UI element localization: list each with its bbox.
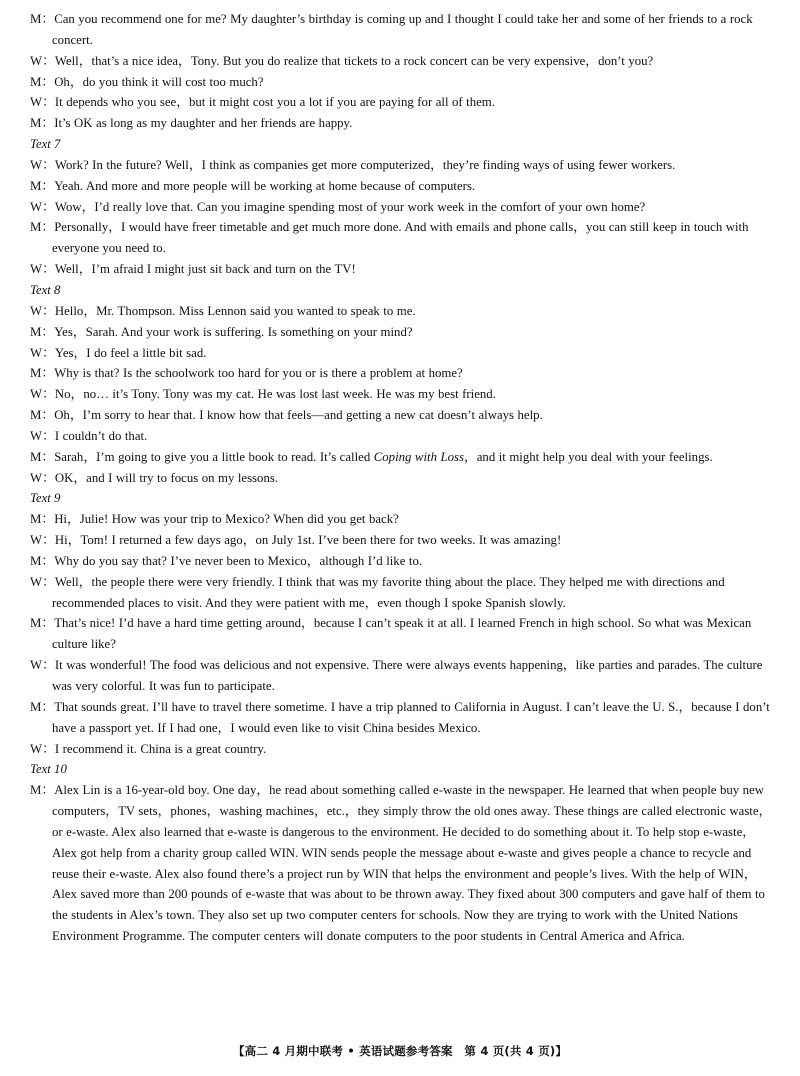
dialog-text: It depends who you see，but it might cost you a lot if you are paying for all of them. xyxy=(54,95,495,110)
dialog-line xyxy=(30,613,776,655)
transcript-content xyxy=(30,9,776,947)
dialog-line xyxy=(30,9,776,51)
dialog-line xyxy=(30,572,776,614)
dialog-text: Well，I’m afraid I might just sit back and turn on the TV! xyxy=(54,262,356,277)
dialog-text: Why do you say that? I’ve never been to Mexico，although I’d like to. xyxy=(54,553,423,568)
section-heading: Text 7 xyxy=(30,137,61,152)
speaker-label: W： xyxy=(30,53,55,68)
dialog-text: No，no… it’s Tony. Tony was my cat. He was lost last week. He was my best friend. xyxy=(54,387,496,402)
dialog-line xyxy=(30,655,776,697)
book-title: Coping with Loss xyxy=(373,449,464,464)
page-footer: 【高二 4 月期中联考 • 英语试题参考答案 第 4 页(共 4 页)】 xyxy=(232,1044,568,1058)
speaker-label: W： xyxy=(30,345,55,360)
dialog-line xyxy=(30,384,776,405)
dialog-line xyxy=(30,92,776,113)
dialog-text: Yeah. And more and more people will be working at home because of computers. xyxy=(54,178,476,193)
dialog-text: Yes，Sarah. And your work is suffering. Is something on your mind? xyxy=(54,324,413,339)
dialog-line xyxy=(30,72,776,93)
dialog-line xyxy=(30,51,776,72)
speaker-label: W： xyxy=(30,574,55,589)
dialog-line xyxy=(30,343,776,364)
dialog-text: Personally，I would have freer timetable and get much more done. And with emails and phone calls，you can still keep in touch with everyone you need to. xyxy=(52,220,749,256)
dialog-text: Oh，do you think it will cost too much? xyxy=(54,74,264,89)
dialog-line xyxy=(30,113,776,134)
speaker-label: M： xyxy=(30,366,55,381)
speaker-label: M： xyxy=(30,116,55,131)
dialog-text: That’s nice! I’d have a hard time getting around，because I can’t speak it at all. I learned French in high school. So what was Mexican culture like? xyxy=(52,616,752,652)
dialog-text: Alex Lin is a 16-year-old boy. One day，he read about something called e-waste in the newspaper. He learned that when people buy new computers，TV sets，phones，washing machines，etc.，they simply throw the old ones away. These things are called electronic waste，or e-waste. Alex also learned that e-waste is dangerous to the environment. He decided to do something about it. To help stop e-waste，Alex got help from a charity group called WIN. WIN sends people the message about e-waste and gives people a chance to recycle and reuse their e-waste. Alex also found there’s a project run by WIN that helps the environment and people’s lives. With the help of WIN，Alex saved more than 200 pounds of e-waste that was about to be thrown away. They fixed about 300 computers and gave half of them to the students in Alex’s town. They also set up two computer centers for schools. Now they are trying to work with the United Nations Environment Programme. The computer centers will donate computers to the poor students in Central America and Africa. xyxy=(52,783,772,944)
dialog-line xyxy=(30,509,776,530)
dialog-text: Well，the people there were very friendly. I think that was my favorite thing about the place. They helped me with directions and recommended places to visit. And they were patient with me，even though I spoke Spanish slowly. xyxy=(52,574,725,610)
speaker-label: W： xyxy=(30,303,55,318)
dialog-line xyxy=(30,259,776,280)
speaker-label: M： xyxy=(30,699,55,714)
speaker-label: W： xyxy=(30,199,55,214)
speaker-label: W： xyxy=(30,741,55,756)
dialog-line xyxy=(30,197,776,218)
dialog-text: OK，and I will try to focus on my lessons. xyxy=(54,470,279,485)
speaker-label: M： xyxy=(30,408,55,423)
dialog-text: Can you recommend one for me? My daughter’s birthday is coming up and I thought I could take her and some of her friends to a rock concert. xyxy=(52,12,753,47)
dialog-line xyxy=(30,363,776,384)
dialog-text: That sounds great. I’ll have to travel there sometime. I have a trip planned to California in August. I can’t leave the U. S.，because I don’t have a passport yet. If I had one，I would even like to visit China besides Mexico. xyxy=(52,699,770,735)
speaker-label: M： xyxy=(30,449,55,464)
dialog-text: Why is that? Is the schoolwork too hard for you or is there a problem at home? xyxy=(54,366,463,381)
dialog-line xyxy=(30,780,776,947)
dialog-line xyxy=(30,697,776,739)
speaker-label: W： xyxy=(30,262,55,277)
speaker-label: W： xyxy=(30,95,55,110)
speaker-label: M： xyxy=(30,783,55,798)
speaker-label: W： xyxy=(30,470,55,485)
dialog-line xyxy=(30,155,776,176)
speaker-label: M： xyxy=(30,553,55,568)
speaker-label: W： xyxy=(30,533,55,548)
dialog-text: Hello，Mr. Thompson. Miss Lennon said you wanted to speak to me. xyxy=(54,303,416,318)
dialog-line xyxy=(30,426,776,447)
speaker-label: W： xyxy=(30,428,55,443)
dialog-line xyxy=(30,405,776,426)
dialog-line xyxy=(30,301,776,322)
speaker-label: M： xyxy=(30,616,55,631)
speaker-label: W： xyxy=(30,157,55,172)
speaker-label: M： xyxy=(30,74,55,89)
section-heading: Text 9 xyxy=(30,491,61,506)
dialog-line xyxy=(30,217,776,259)
speaker-label: M： xyxy=(30,324,55,339)
dialog-line xyxy=(30,739,776,760)
dialog-text: Wow，I’d really love that. Can you imagine spending most of your work week in the comfort of your own home? xyxy=(54,199,646,214)
speaker-label: M： xyxy=(30,220,55,235)
dialog-line xyxy=(30,468,776,489)
dialog-text: I recommend it. China is a great country. xyxy=(54,741,267,756)
dialog-text: Hi，Julie! How was your trip to Mexico? When did you get back? xyxy=(54,512,399,527)
dialog-line xyxy=(30,447,776,468)
speaker-label: W： xyxy=(30,658,55,673)
dialog-line xyxy=(30,551,776,572)
dialog-text: Oh，I’m sorry to hear that. I know how that feels—and getting a new cat doesn’t always help. xyxy=(54,408,543,423)
speaker-label: W： xyxy=(30,387,55,402)
dialog-text: Well，that’s a nice idea，Tony. But you do realize that tickets to a rock concert can be very expensive，don’t you? xyxy=(54,53,654,68)
section-heading: Text 10 xyxy=(30,762,67,777)
dialog-text: It’s OK as long as my daughter and her friends are happy. xyxy=(54,116,353,131)
dialog-text: Sarah，I’m going to give you a little book to read. It’s called xyxy=(54,449,374,464)
dialog-text: I couldn’t do that. xyxy=(54,428,148,443)
speaker-label: M： xyxy=(30,178,55,193)
dialog-text: It was wonderful! The food was delicious and not expensive. There were always events happening，like parties and parades. The culture was very colorful. It was fun to participate. xyxy=(52,658,763,693)
dialog-text: Hi，Tom! I returned a few days ago，on July 1st. I’ve been there for two weeks. It was amazing! xyxy=(54,533,562,548)
speaker-label: M： xyxy=(30,512,55,527)
dialog-line xyxy=(30,322,776,343)
section-heading: Text 8 xyxy=(30,282,61,297)
dialog-line xyxy=(30,176,776,197)
speaker-label: M： xyxy=(30,12,55,26)
dialog-line xyxy=(30,530,776,551)
dialog-text-continued: ，and it might help you deal with your feelings. xyxy=(463,449,713,464)
dialog-text: Yes，I do feel a little bit sad. xyxy=(54,345,207,360)
dialog-text: Work? In the future? Well，I think as companies get more computerized，they’re finding ways of using fewer workers. xyxy=(54,157,676,172)
